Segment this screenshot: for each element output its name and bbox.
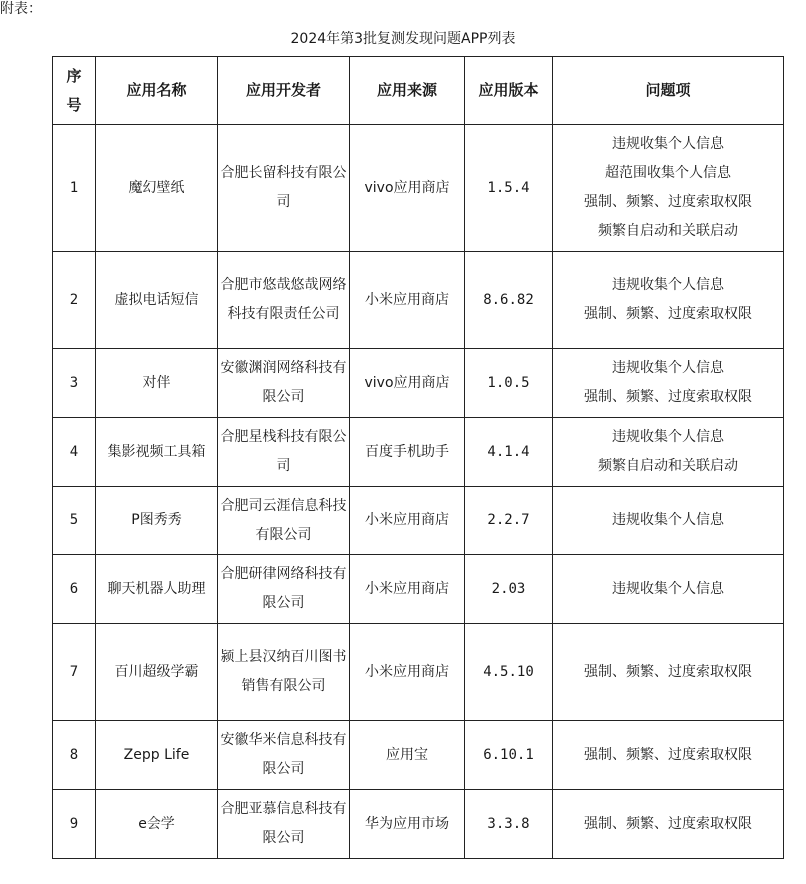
cell-source: 应用宝 xyxy=(350,721,465,790)
issue-item: 违规收集个人信息 xyxy=(612,136,724,152)
cell-developer: 合肥长留科技有限公司 xyxy=(218,125,350,252)
header-name: 应用名称 xyxy=(96,57,218,125)
cell-name: e会学 xyxy=(96,790,218,859)
issue-item: 强制、频繁、过度索取权限 xyxy=(584,389,752,405)
cell-seq: 6 xyxy=(53,555,96,624)
cell-developer: 颍上县汉纳百川图书销售有限公司 xyxy=(218,624,350,721)
header-seq-part: 号 xyxy=(66,95,82,114)
issue-item: 强制、频繁、过度索取权限 xyxy=(584,194,752,210)
cell-name: 聊天机器人助理 xyxy=(96,555,218,624)
appendix-label: 附表： xyxy=(0,1,42,17)
cell-source: 小米应用商店 xyxy=(350,252,465,349)
cell-version: 2.2.7 xyxy=(465,487,553,555)
issue-item: 违规收集个人信息 xyxy=(612,429,724,445)
cell-seq: 1 xyxy=(53,125,96,252)
cell-source: 小米应用商店 xyxy=(350,487,465,555)
header-issues: 问题项 xyxy=(553,57,784,125)
cell-seq: 8 xyxy=(53,721,96,790)
table-row xyxy=(53,349,784,418)
cell-source: 小米应用商店 xyxy=(350,624,465,721)
cell-issues xyxy=(553,252,784,349)
cell-seq: 7 xyxy=(53,624,96,721)
cell-source: 小米应用商店 xyxy=(350,555,465,624)
issue-item: 强制、频繁、过度索取权限 xyxy=(584,815,752,832)
table-row xyxy=(53,721,784,790)
cell-issues xyxy=(553,418,784,487)
cell-version: 1.5.4 xyxy=(465,125,553,252)
table-title: 2024年第3批复测发现问题APP列表 xyxy=(290,31,516,47)
issue-item: 违规收集个人信息 xyxy=(612,580,724,597)
cell-developer: 合肥星栈科技有限公司 xyxy=(218,418,350,487)
cell-version: 2.03 xyxy=(465,555,553,624)
cell-developer: 安徽华米信息科技有限公司 xyxy=(218,721,350,790)
cell-issues xyxy=(553,790,784,859)
cell-issues xyxy=(553,349,784,418)
app-list-table xyxy=(52,56,784,859)
cell-version: 8.6.82 xyxy=(465,252,553,349)
cell-seq: 2 xyxy=(53,252,96,349)
cell-version: 6.10.1 xyxy=(465,721,553,790)
cell-developer: 合肥司云涯信息科技有限公司 xyxy=(218,487,350,555)
cell-developer: 安徽渊润网络科技有限公司 xyxy=(218,349,350,418)
cell-developer: 合肥研律网络科技有限公司 xyxy=(218,555,350,624)
cell-issues xyxy=(553,721,784,790)
cell-developer: 合肥亚慕信息科技有限公司 xyxy=(218,790,350,859)
cell-developer: 合肥市悠哉悠哉网络科技有限责任公司 xyxy=(218,252,350,349)
header-seq-part: 序 xyxy=(66,66,82,85)
cell-source: vivo应用商店 xyxy=(350,125,465,252)
cell-version: 4.1.4 xyxy=(465,418,553,487)
issue-item: 违规收集个人信息 xyxy=(612,277,724,293)
header-source: 应用来源 xyxy=(350,57,465,125)
cell-seq: 4 xyxy=(53,418,96,487)
table-row xyxy=(53,624,784,721)
cell-version: 1.0.5 xyxy=(465,349,553,418)
issue-item: 强制、频繁、过度索取权限 xyxy=(584,663,752,680)
cell-issues xyxy=(553,487,784,555)
issue-item: 频繁自启动和关联启动 xyxy=(598,223,738,239)
cell-name: Zepp Life xyxy=(96,721,218,790)
issue-item: 违规收集个人信息 xyxy=(612,512,724,528)
cell-seq: 3 xyxy=(53,349,96,418)
cell-source: 华为应用市场 xyxy=(350,790,465,859)
cell-name: P图秀秀 xyxy=(96,487,218,555)
issue-item: 超范围收集个人信息 xyxy=(605,165,731,181)
cell-name: 百川超级学霸 xyxy=(96,624,218,721)
header-row xyxy=(53,57,784,125)
cell-issues xyxy=(553,555,784,624)
cell-issues xyxy=(553,624,784,721)
table-row xyxy=(53,555,784,624)
header-seq xyxy=(53,57,96,125)
issue-item: 强制、频繁、过度索取权限 xyxy=(584,306,752,322)
cell-source: vivo应用商店 xyxy=(350,349,465,418)
table-row xyxy=(53,790,784,859)
cell-name: 虚拟电话短信 xyxy=(96,252,218,349)
issue-item: 违规收集个人信息 xyxy=(612,360,724,376)
table-row xyxy=(53,125,784,252)
header-developer: 应用开发者 xyxy=(218,57,350,125)
table-row xyxy=(53,418,784,487)
cell-name: 对伴 xyxy=(96,349,218,418)
header-version: 应用版本 xyxy=(465,57,553,125)
cell-source: 百度手机助手 xyxy=(350,418,465,487)
cell-issues xyxy=(553,125,784,252)
cell-name: 集影视频工具箱 xyxy=(96,418,218,487)
cell-version: 3.3.8 xyxy=(465,790,553,859)
issue-item: 强制、频繁、过度索取权限 xyxy=(584,746,752,763)
cell-version: 4.5.10 xyxy=(465,624,553,721)
cell-seq: 5 xyxy=(53,487,96,555)
cell-seq: 9 xyxy=(53,790,96,859)
issue-item: 频繁自启动和关联启动 xyxy=(598,458,738,474)
cell-name: 魔幻壁纸 xyxy=(96,125,218,252)
table-row xyxy=(53,252,784,349)
table-row xyxy=(53,487,784,555)
